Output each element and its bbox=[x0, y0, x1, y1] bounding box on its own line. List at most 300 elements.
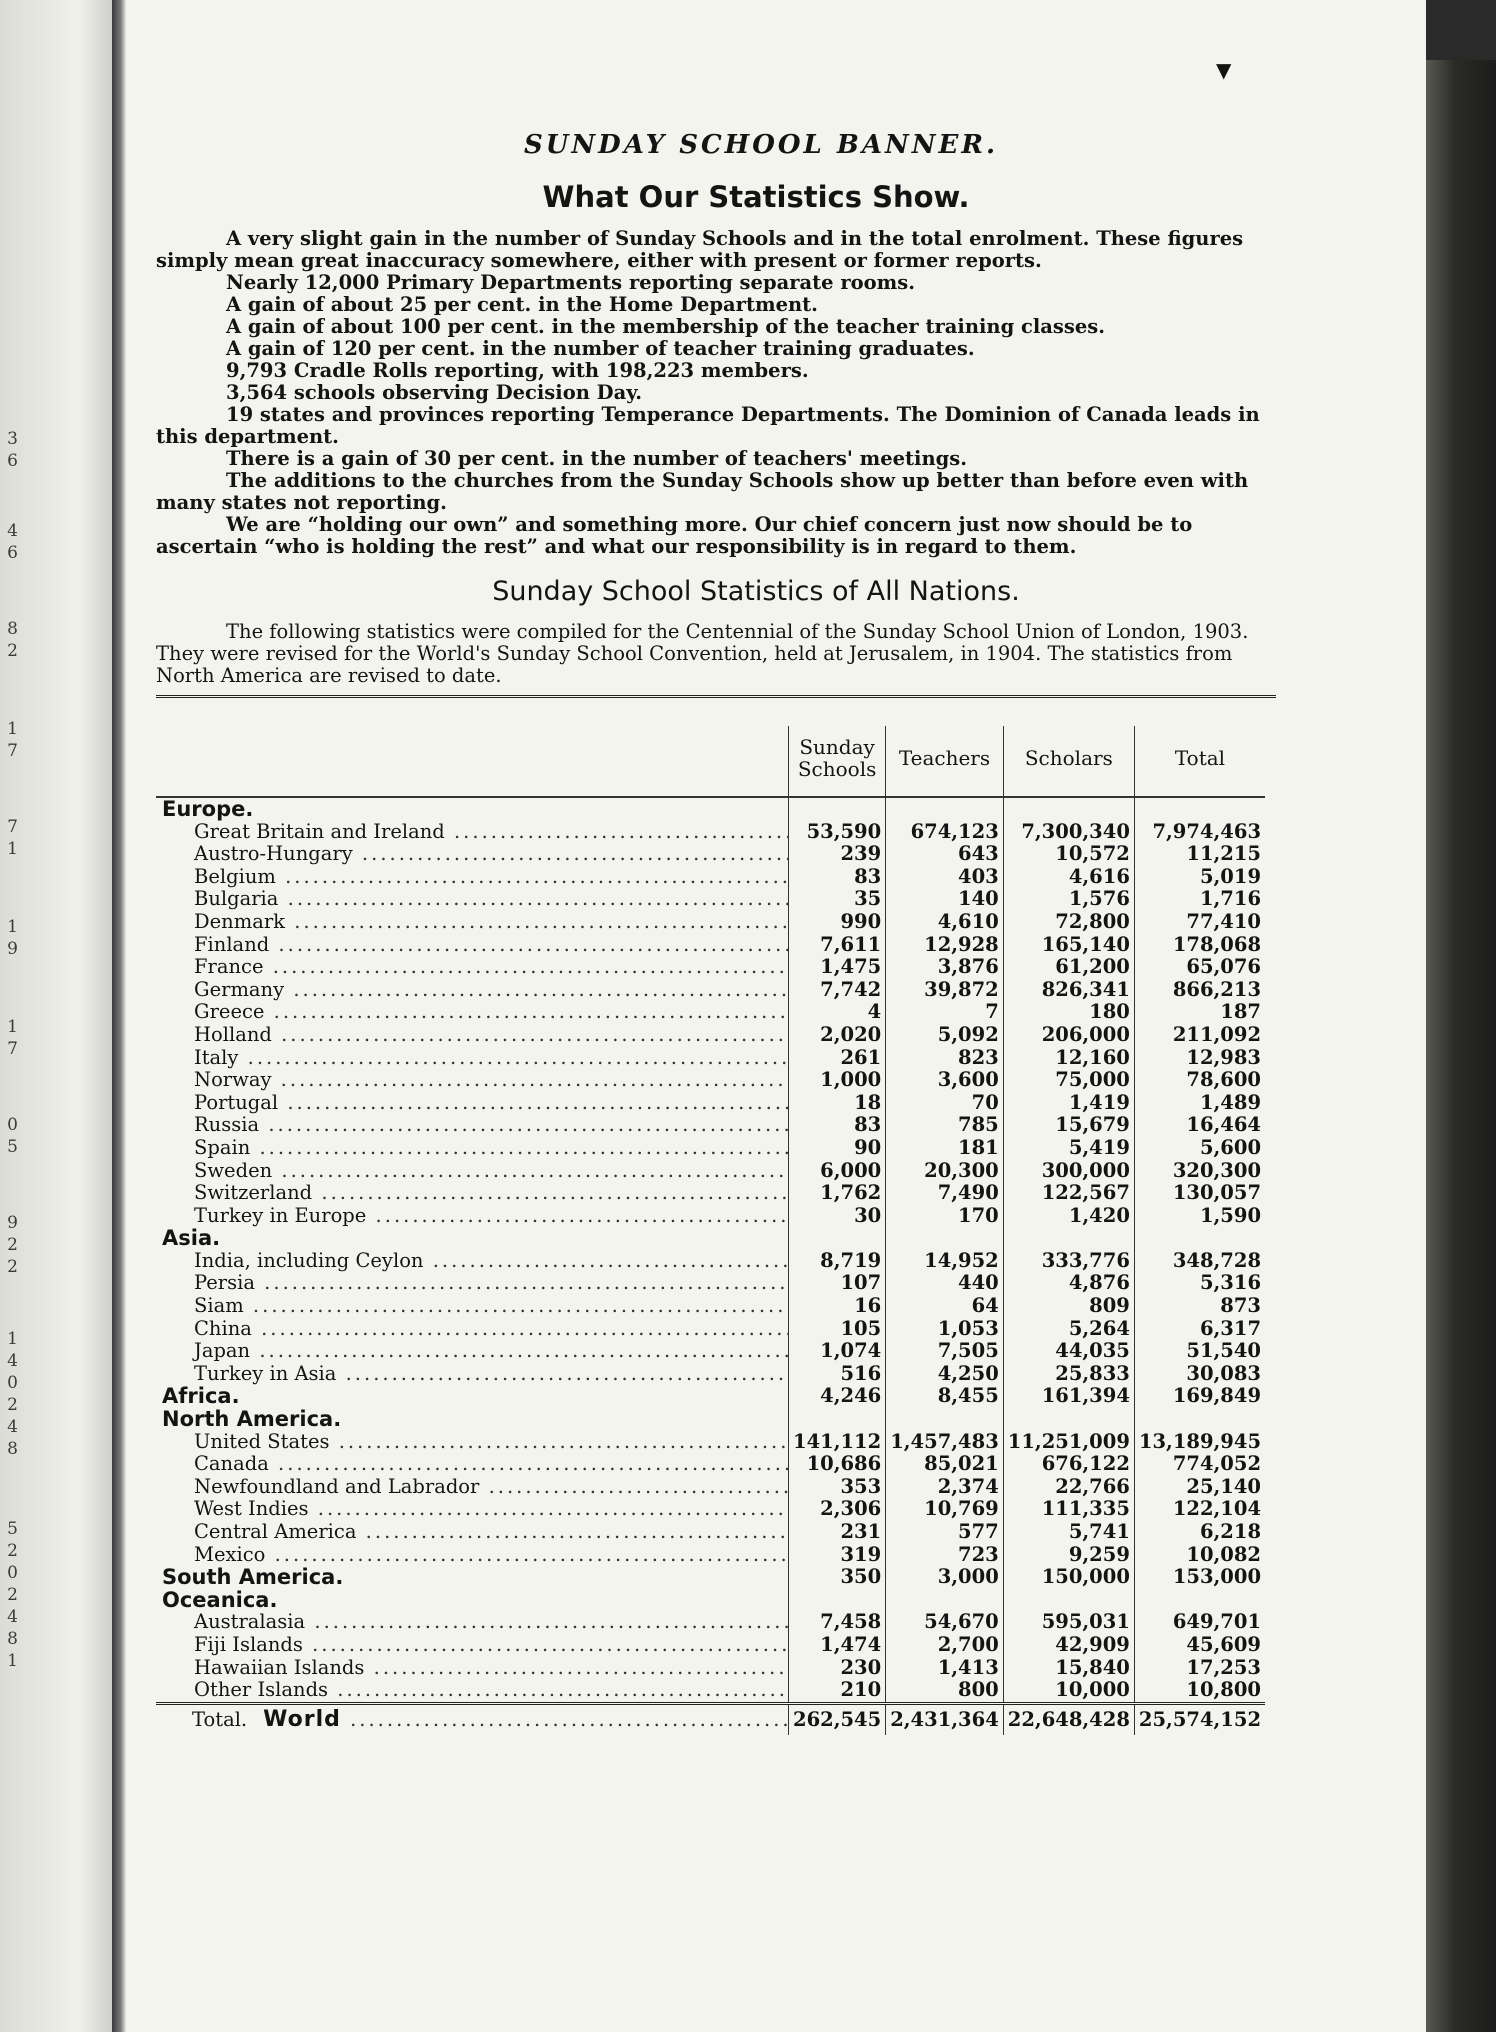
cell-scholars: 676,122 bbox=[1003, 1453, 1134, 1476]
left-page-fragment: 8 bbox=[7, 619, 18, 639]
cell-scholars: 11,251,009 bbox=[1003, 1431, 1134, 1454]
country-name: Austro-Hungary bbox=[194, 843, 353, 866]
country-row bbox=[156, 1182, 1265, 1205]
cell-schools: 7,611 bbox=[789, 934, 886, 957]
cell-schools: 7,458 bbox=[789, 1611, 886, 1634]
region-row bbox=[156, 1385, 1265, 1408]
country-name: Sweden bbox=[194, 1159, 273, 1182]
country-row bbox=[156, 1318, 1265, 1341]
country-row bbox=[156, 1047, 1265, 1070]
header-sunday-schools: Sunday Schools bbox=[789, 726, 886, 797]
left-page-fragment: 5 bbox=[7, 1137, 18, 1157]
cell-schools: 239 bbox=[789, 843, 886, 866]
country-name-cell bbox=[156, 934, 789, 957]
region-name-cell bbox=[156, 1385, 789, 1408]
region-name: South America. bbox=[162, 1566, 344, 1589]
cell-scholars: 5,264 bbox=[1003, 1318, 1134, 1341]
nations-heading: Sunday School Statistics of All Nations. bbox=[492, 576, 1020, 607]
cell-total: 11,215 bbox=[1134, 843, 1265, 866]
cell-teachers: 643 bbox=[886, 843, 1004, 866]
country-name: Switzerland bbox=[194, 1182, 313, 1205]
total-label: Total. bbox=[192, 1707, 248, 1731]
cell-teachers: 577 bbox=[886, 1521, 1004, 1544]
left-page-fragment: 4 bbox=[7, 1417, 18, 1437]
country-row bbox=[156, 1092, 1265, 1115]
cell-teachers: 723 bbox=[886, 1544, 1004, 1567]
cell-teachers: 800 bbox=[886, 1679, 1004, 1703]
country-name: Fiji Islands bbox=[194, 1633, 303, 1656]
cell-teachers: 1,053 bbox=[886, 1318, 1004, 1341]
cell-scholars: 22,766 bbox=[1003, 1476, 1134, 1499]
total-teachers: 2,431,364 bbox=[886, 1703, 1004, 1735]
country-name: China bbox=[194, 1317, 252, 1340]
cell-total: 12,983 bbox=[1134, 1047, 1265, 1070]
country-name: Siam bbox=[194, 1295, 244, 1318]
cell-scholars: 111,335 bbox=[1003, 1498, 1134, 1521]
country-name-cell bbox=[156, 888, 789, 911]
country-name: Hawaiian Islands bbox=[194, 1656, 365, 1679]
cell-schools: 990 bbox=[789, 911, 886, 934]
country-name: Denmark bbox=[194, 910, 285, 933]
country-row bbox=[156, 1001, 1265, 1024]
cell-teachers: 403 bbox=[886, 866, 1004, 889]
left-page-fragment: 1 bbox=[7, 719, 18, 739]
country-name-cell bbox=[156, 1453, 789, 1476]
country-name-cell bbox=[156, 1318, 789, 1341]
cell-schools: 1,475 bbox=[789, 956, 886, 979]
cell-schools: 1,000 bbox=[789, 1069, 886, 1092]
country-name-cell bbox=[156, 1001, 789, 1024]
country-name: France bbox=[194, 956, 264, 979]
cell-total: 51,540 bbox=[1134, 1340, 1265, 1363]
cell-scholars: 44,035 bbox=[1003, 1340, 1134, 1363]
cell-schools: 350 bbox=[789, 1566, 886, 1589]
left-page-fragment: 1 bbox=[7, 839, 18, 859]
country-row bbox=[156, 1431, 1265, 1454]
country-name: Italy bbox=[194, 1046, 239, 1069]
cell-teachers: 4,610 bbox=[886, 911, 1004, 934]
page-edge-shadow bbox=[1426, 60, 1496, 2032]
cell-total: 169,849 bbox=[1134, 1385, 1265, 1408]
region-row bbox=[156, 1408, 1265, 1431]
left-page-fragment: 3 bbox=[7, 429, 18, 449]
left-page-fragment: 1 bbox=[7, 1329, 18, 1349]
country-name-cell bbox=[156, 1047, 789, 1070]
cell-schools bbox=[789, 797, 886, 821]
cell-schools: 35 bbox=[789, 888, 886, 911]
left-page-fragment: 2 bbox=[7, 1541, 18, 1561]
cell-scholars: 206,000 bbox=[1003, 1024, 1134, 1047]
total-schools: 262,545 bbox=[789, 1703, 886, 1735]
cell-teachers: 8,455 bbox=[886, 1385, 1004, 1408]
country-row bbox=[156, 1544, 1265, 1567]
cell-scholars: 122,567 bbox=[1003, 1182, 1134, 1205]
country-name-cell bbox=[156, 1069, 789, 1092]
statistics-paragraph: 9,793 Cradle Rolls reporting, with 198,223 members. bbox=[226, 359, 809, 382]
country-name-cell bbox=[156, 1182, 789, 1205]
cell-total: 7,974,463 bbox=[1134, 821, 1265, 844]
running-head: SUNDAY SCHOOL BANNER. bbox=[523, 130, 999, 160]
country-row bbox=[156, 1657, 1265, 1680]
nations-intro: The following statistics were compiled for the Centennial of the Sunday School Union of London, 1903. They were revised for the World's Sunday School Convention, held at Jerusalem, in 1904. The statistics from North America are revised to date. bbox=[156, 620, 1249, 687]
double-rule bbox=[156, 695, 1276, 698]
cell-schools: 2,020 bbox=[789, 1024, 886, 1047]
cell-scholars: 300,000 bbox=[1003, 1160, 1134, 1183]
cell-schools: 4,246 bbox=[789, 1385, 886, 1408]
region-row bbox=[156, 1566, 1265, 1589]
cell-schools: 353 bbox=[789, 1476, 886, 1499]
country-name-cell bbox=[156, 1611, 789, 1634]
left-page-fragment: 0 bbox=[7, 1373, 18, 1393]
country-row bbox=[156, 1498, 1265, 1521]
cell-total: 153,000 bbox=[1134, 1566, 1265, 1589]
left-page-fragment: 1 bbox=[7, 1651, 18, 1671]
cell-teachers: 3,000 bbox=[886, 1566, 1004, 1589]
left-page-fragment: 2 bbox=[7, 641, 18, 661]
statistics-paragraph: The additions to the churches from the Sunday Schools show up better than before even with many states not reporting. bbox=[156, 469, 1249, 514]
country-name: India, including Ceylon bbox=[194, 1249, 424, 1272]
cell-scholars: 150,000 bbox=[1003, 1566, 1134, 1589]
cell-total: 6,317 bbox=[1134, 1318, 1265, 1341]
country-name: Turkey in Europe bbox=[194, 1204, 367, 1227]
table-header-row bbox=[156, 726, 1265, 797]
cell-scholars: 180 bbox=[1003, 1001, 1134, 1024]
cell-teachers: 39,872 bbox=[886, 979, 1004, 1002]
book-gutter bbox=[112, 0, 126, 2032]
country-row bbox=[156, 1634, 1265, 1657]
cell-schools: 18 bbox=[789, 1092, 886, 1115]
cell-teachers: 823 bbox=[886, 1047, 1004, 1070]
cell-teachers bbox=[886, 1227, 1004, 1250]
cell-scholars: 15,840 bbox=[1003, 1657, 1134, 1680]
country-name: Newfoundland and Labrador bbox=[194, 1475, 480, 1498]
region-row bbox=[156, 1227, 1265, 1250]
left-page-fragment: 0 bbox=[7, 1115, 18, 1135]
country-name: United States bbox=[194, 1430, 330, 1453]
cell-schools: 2,306 bbox=[789, 1498, 886, 1521]
cell-total: 10,800 bbox=[1134, 1679, 1265, 1703]
country-name-cell bbox=[156, 1544, 789, 1567]
left-page-fragment: 8 bbox=[7, 1439, 18, 1459]
country-name-cell bbox=[156, 1137, 789, 1160]
country-name-cell bbox=[156, 1205, 789, 1228]
cell-teachers: 14,952 bbox=[886, 1250, 1004, 1273]
cell-scholars: 12,160 bbox=[1003, 1047, 1134, 1070]
statistics-paragraph: Nearly 12,000 Primary Departments reporting separate rooms. bbox=[226, 271, 916, 294]
cell-teachers: 20,300 bbox=[886, 1160, 1004, 1183]
country-row bbox=[156, 1272, 1265, 1295]
cell-total: 5,600 bbox=[1134, 1137, 1265, 1160]
country-row bbox=[156, 1611, 1265, 1634]
cell-teachers: 7,505 bbox=[886, 1340, 1004, 1363]
total-total: 25,574,152 bbox=[1134, 1703, 1265, 1735]
cell-total: 16,464 bbox=[1134, 1114, 1265, 1137]
country-name-cell bbox=[156, 1679, 789, 1703]
cell-scholars: 10,572 bbox=[1003, 843, 1134, 866]
left-page-fragment: 2 bbox=[7, 1585, 18, 1605]
country-name: Belgium bbox=[194, 865, 276, 888]
cell-total: 1,590 bbox=[1134, 1205, 1265, 1228]
page-content bbox=[156, 130, 1276, 1735]
country-name: Holland bbox=[194, 1023, 272, 1046]
cell-teachers: 2,374 bbox=[886, 1476, 1004, 1499]
country-row bbox=[156, 1114, 1265, 1137]
cell-schools: 30 bbox=[789, 1205, 886, 1228]
cell-teachers: 181 bbox=[886, 1137, 1004, 1160]
document-page bbox=[126, 0, 1426, 2032]
world-label: World bbox=[263, 1706, 341, 1732]
cell-total: 1,489 bbox=[1134, 1092, 1265, 1115]
cell-total: 122,104 bbox=[1134, 1498, 1265, 1521]
cell-total: 17,253 bbox=[1134, 1657, 1265, 1680]
country-row bbox=[156, 1160, 1265, 1183]
cell-scholars: 161,394 bbox=[1003, 1385, 1134, 1408]
country-name: Australasia bbox=[194, 1611, 306, 1634]
cell-teachers: 440 bbox=[886, 1272, 1004, 1295]
country-name: West Indies bbox=[194, 1498, 309, 1521]
cell-scholars: 1,576 bbox=[1003, 888, 1134, 911]
country-name: Finland bbox=[194, 933, 270, 956]
country-name-cell bbox=[156, 1272, 789, 1295]
cell-schools bbox=[789, 1408, 886, 1431]
country-name-cell bbox=[156, 911, 789, 934]
cell-total: 6,218 bbox=[1134, 1521, 1265, 1544]
region-name: Europe. bbox=[162, 797, 254, 821]
country-row bbox=[156, 1453, 1265, 1476]
cell-teachers: 1,413 bbox=[886, 1657, 1004, 1680]
cell-scholars: 1,419 bbox=[1003, 1092, 1134, 1115]
left-page-fragment: 7 bbox=[7, 1039, 18, 1059]
country-row bbox=[156, 1295, 1265, 1318]
cell-schools: 1,074 bbox=[789, 1340, 886, 1363]
cell-scholars: 4,876 bbox=[1003, 1272, 1134, 1295]
cell-scholars: 826,341 bbox=[1003, 979, 1134, 1002]
header-scholars: Scholars bbox=[1003, 726, 1134, 797]
country-name: Germany bbox=[194, 978, 285, 1001]
cell-scholars bbox=[1003, 1589, 1134, 1612]
cell-schools: 107 bbox=[789, 1272, 886, 1295]
statistics-paragraph: A gain of 120 per cent. in the number of teacher training graduates. bbox=[226, 337, 975, 360]
cell-total bbox=[1134, 1589, 1265, 1612]
table-body bbox=[156, 797, 1265, 1703]
cell-schools: 16 bbox=[789, 1295, 886, 1318]
country-name: Greece bbox=[194, 1001, 265, 1024]
cell-schools: 319 bbox=[789, 1544, 886, 1567]
cell-teachers: 54,670 bbox=[886, 1611, 1004, 1634]
cell-scholars: 72,800 bbox=[1003, 911, 1134, 934]
cell-total: 866,213 bbox=[1134, 979, 1265, 1002]
country-name-cell bbox=[156, 1634, 789, 1657]
header-blank bbox=[156, 726, 789, 797]
cell-total: 873 bbox=[1134, 1295, 1265, 1318]
country-row bbox=[156, 934, 1265, 957]
cell-scholars: 61,200 bbox=[1003, 956, 1134, 979]
country-name-cell bbox=[156, 1476, 789, 1499]
country-name: Turkey in Asia bbox=[194, 1362, 337, 1385]
cell-teachers: 1,457,483 bbox=[886, 1431, 1004, 1454]
left-page-fragment: 2 bbox=[7, 1395, 18, 1415]
country-name: Central America bbox=[194, 1521, 357, 1543]
region-name-cell bbox=[156, 1589, 789, 1612]
statistics-paragraph: A gain of about 100 per cent. in the membership of the teacher training classes. bbox=[226, 315, 1106, 338]
country-name-cell bbox=[156, 1363, 789, 1386]
total-label-cell bbox=[156, 1703, 789, 1735]
country-row bbox=[156, 1476, 1265, 1499]
country-name-cell bbox=[156, 1092, 789, 1115]
cell-schools: 261 bbox=[789, 1047, 886, 1070]
cell-teachers: 674,123 bbox=[886, 821, 1004, 844]
cell-teachers: 10,769 bbox=[886, 1498, 1004, 1521]
left-facing-page bbox=[0, 0, 112, 2032]
cell-total bbox=[1134, 1227, 1265, 1250]
country-name: Portugal bbox=[194, 1091, 279, 1114]
country-name-cell bbox=[156, 979, 789, 1002]
cell-schools: 4 bbox=[789, 1001, 886, 1024]
statistics-paragraph: We are “holding our own” and something more. Our chief concern just now should be to ascertain “who is holding the rest” and what our responsibility is in regard to them. bbox=[156, 513, 1193, 558]
cell-total: 30,083 bbox=[1134, 1363, 1265, 1386]
cell-scholars: 4,616 bbox=[1003, 866, 1134, 889]
statistics-paragraph: 3,564 schools observing Decision Day. bbox=[226, 381, 643, 404]
header-total: Total bbox=[1134, 726, 1265, 797]
cell-schools: 83 bbox=[789, 866, 886, 889]
country-name-cell bbox=[156, 956, 789, 979]
country-row bbox=[156, 1069, 1265, 1092]
country-name-cell bbox=[156, 1024, 789, 1047]
cell-total: 320,300 bbox=[1134, 1160, 1265, 1183]
cell-schools: 516 bbox=[789, 1363, 886, 1386]
country-name: Spain bbox=[194, 1136, 251, 1159]
country-name: Russia bbox=[194, 1114, 260, 1137]
country-name: Norway bbox=[194, 1069, 272, 1092]
cell-teachers: 5,092 bbox=[886, 1024, 1004, 1047]
cell-scholars: 1,420 bbox=[1003, 1205, 1134, 1228]
country-name-cell bbox=[156, 1250, 789, 1273]
left-page-fragment: 2 bbox=[7, 1235, 18, 1255]
country-row bbox=[156, 888, 1265, 911]
cell-schools: 231 bbox=[789, 1521, 886, 1544]
cell-total: 5,019 bbox=[1134, 866, 1265, 889]
cell-schools: 1,474 bbox=[789, 1634, 886, 1657]
cell-total: 187 bbox=[1134, 1001, 1265, 1024]
cell-scholars: 5,741 bbox=[1003, 1521, 1134, 1544]
country-row bbox=[156, 1521, 1265, 1544]
country-row bbox=[156, 979, 1265, 1002]
cell-schools: 7,742 bbox=[789, 979, 886, 1002]
left-page-fragment: 7 bbox=[7, 817, 18, 837]
left-page-fragment: 4 bbox=[7, 521, 18, 541]
region-row bbox=[156, 797, 1265, 821]
cell-schools: 53,590 bbox=[789, 821, 886, 844]
cell-total: 774,052 bbox=[1134, 1453, 1265, 1476]
region-name: Africa. bbox=[162, 1385, 240, 1409]
country-name-cell bbox=[156, 1657, 789, 1680]
left-page-fragment: 4 bbox=[7, 1351, 18, 1371]
country-row bbox=[156, 1024, 1265, 1047]
region-name: North America. bbox=[162, 1408, 342, 1431]
total-scholars: 22,648,428 bbox=[1003, 1703, 1134, 1735]
cell-total: 348,728 bbox=[1134, 1250, 1265, 1273]
cell-scholars: 165,140 bbox=[1003, 934, 1134, 957]
country-name-cell bbox=[156, 1114, 789, 1137]
header-teachers: Teachers bbox=[886, 726, 1004, 797]
region-name-cell bbox=[156, 797, 789, 821]
cell-scholars bbox=[1003, 1227, 1134, 1250]
cell-teachers: 7 bbox=[886, 1001, 1004, 1024]
country-row bbox=[156, 1205, 1265, 1228]
country-row bbox=[156, 1340, 1265, 1363]
cell-schools: 210 bbox=[789, 1679, 886, 1703]
statistics-paragraph: A gain of about 25 per cent. in the Home Department. bbox=[226, 293, 818, 316]
region-row bbox=[156, 1589, 1265, 1612]
country-row bbox=[156, 956, 1265, 979]
cell-scholars: 15,679 bbox=[1003, 1114, 1134, 1137]
cell-total: 211,092 bbox=[1134, 1024, 1265, 1047]
country-name: Bulgaria bbox=[194, 888, 279, 911]
left-page-fragment: 6 bbox=[7, 451, 18, 471]
cell-total: 77,410 bbox=[1134, 911, 1265, 934]
cell-total bbox=[1134, 1408, 1265, 1431]
cell-scholars: 595,031 bbox=[1003, 1611, 1134, 1634]
country-name: Great Britain and Ireland bbox=[194, 820, 445, 843]
country-row bbox=[156, 1137, 1265, 1160]
cell-scholars: 809 bbox=[1003, 1295, 1134, 1318]
country-name-cell bbox=[156, 1431, 789, 1454]
cell-teachers: 2,700 bbox=[886, 1634, 1004, 1657]
country-row bbox=[156, 866, 1265, 889]
corner-mark: ▼ bbox=[1216, 58, 1232, 82]
country-name-cell bbox=[156, 1295, 789, 1318]
cell-teachers: 7,490 bbox=[886, 1182, 1004, 1205]
country-row bbox=[156, 1250, 1265, 1273]
country-row bbox=[156, 821, 1265, 844]
cell-scholars bbox=[1003, 1408, 1134, 1431]
country-name: Persia bbox=[194, 1272, 255, 1295]
cell-teachers: 3,600 bbox=[886, 1069, 1004, 1092]
cell-schools: 141,112 bbox=[789, 1431, 886, 1454]
statistics-paragraph: There is a gain of 30 per cent. in the number of teachers' meetings. bbox=[226, 447, 968, 470]
country-row bbox=[156, 911, 1265, 934]
left-page-fragment: 6 bbox=[7, 543, 18, 563]
country-name-cell bbox=[156, 1521, 789, 1544]
cell-total: 13,189,945 bbox=[1134, 1431, 1265, 1454]
cell-schools: 83 bbox=[789, 1114, 886, 1137]
cell-teachers: 3,876 bbox=[886, 956, 1004, 979]
country-name: Japan bbox=[194, 1340, 251, 1363]
cell-teachers: 64 bbox=[886, 1295, 1004, 1318]
cell-scholars: 10,000 bbox=[1003, 1679, 1134, 1703]
cell-total: 10,082 bbox=[1134, 1544, 1265, 1567]
region-name-cell bbox=[156, 1227, 789, 1250]
cell-scholars: 75,000 bbox=[1003, 1069, 1134, 1092]
cell-total: 5,316 bbox=[1134, 1272, 1265, 1295]
nations-statistics-table bbox=[156, 726, 1265, 1735]
cell-total: 1,716 bbox=[1134, 888, 1265, 911]
left-page-fragment: 9 bbox=[7, 939, 18, 959]
cell-total: 178,068 bbox=[1134, 934, 1265, 957]
left-page-fragment: 9 bbox=[7, 1213, 18, 1233]
cell-total: 65,076 bbox=[1134, 956, 1265, 979]
cell-total: 78,600 bbox=[1134, 1069, 1265, 1092]
cell-teachers: 70 bbox=[886, 1092, 1004, 1115]
country-name: Mexico bbox=[194, 1543, 266, 1566]
region-name: Asia. bbox=[162, 1227, 221, 1250]
left-page-fragment: 5 bbox=[7, 1519, 18, 1539]
country-name-cell bbox=[156, 1160, 789, 1183]
cell-total: 45,609 bbox=[1134, 1634, 1265, 1657]
statistics-paragraph: 19 states and provinces reporting Temperance Departments. The Dominion of Canada leads in this department. bbox=[156, 403, 1260, 448]
cell-teachers bbox=[886, 1589, 1004, 1612]
country-row bbox=[156, 843, 1265, 866]
